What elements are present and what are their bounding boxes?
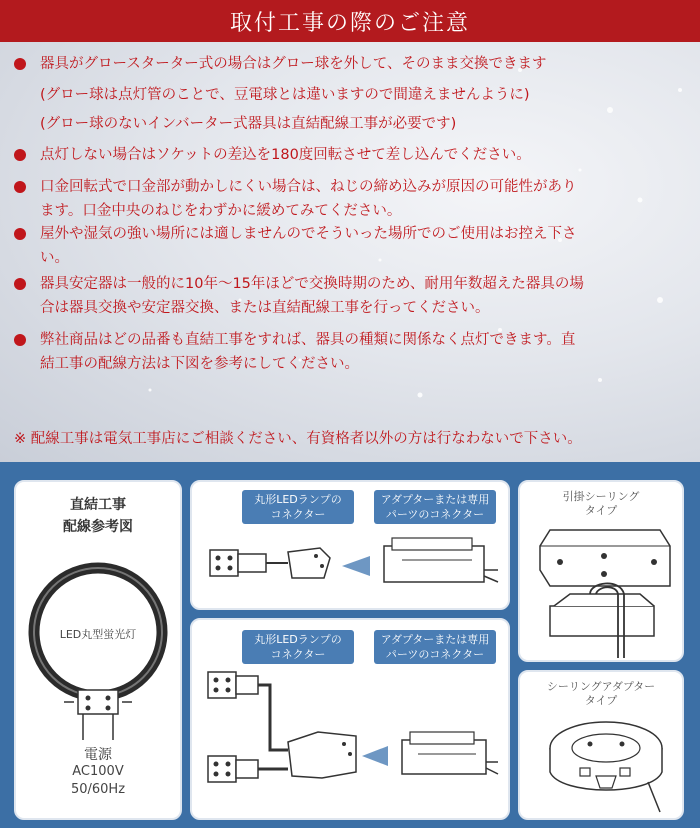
notice-text: (グロー球のないインバーター式器具は直結配線工事が必要です): [40, 116, 457, 132]
notice-text: 屋外や湿気の強い場所には適しませんのでそういった場所でのご使用はお控え下さ: [40, 226, 577, 242]
hook-ceiling-subtitle: タイプ: [584, 504, 618, 517]
notice-header: [0, 0, 700, 42]
notice-text: (グロー球は点灯管のことで、豆電球とは違いますので間違えませんように): [40, 87, 530, 103]
bullet-icon: [14, 278, 26, 290]
notice-title: 取付工事の際のご注意: [229, 10, 470, 36]
hook-ceiling-illustration: [520, 482, 682, 660]
ceiling-adapter-illustration: [520, 672, 682, 818]
single-connector-panel: [190, 480, 510, 610]
direct-wiring-panel: [14, 480, 182, 820]
notice-text: ます。口金中央のねじをわずかに緩めてみてください。: [40, 203, 402, 219]
label-line: アダプターまたは専用: [380, 493, 490, 506]
wiring-reference-title: 配線参考図: [63, 519, 133, 535]
notice-text: 結工事の配線方法は下図を参考にしてください。: [40, 356, 359, 372]
double-connector-panel: [190, 618, 510, 820]
notice-text: 器具がグロースターター式の場合はグロー球を外して、そのまま交換できます: [40, 56, 547, 72]
notice-text: 器具安定器は一般的に10年〜15年ほどで交換時期のため、耐用年数超えた器具の場: [40, 276, 584, 292]
led-ring-label: LED丸型蛍光灯: [59, 628, 137, 641]
notice-text: 口金回転式で口金部が動かしにくい場合は、ねじの締め込みが原因の可能性があり: [40, 179, 577, 195]
voltage-label: AC100V: [72, 764, 124, 779]
label-line: 丸形LEDランプの: [254, 493, 342, 506]
frequency-label: 50/60Hz: [70, 782, 126, 797]
label-line: パーツのコネクター: [385, 648, 485, 661]
power-label: 電源: [84, 747, 112, 763]
wiring-diagram-section: [0, 462, 700, 828]
notice-text: 合は器具交換や安定器交換、または直結配線工事を行ってください。: [40, 300, 490, 316]
notice-text: 点灯しない場合はソケットの差込を180度回転させて差し込んでください。: [40, 147, 531, 163]
label-line: コネクター: [270, 508, 326, 521]
bullet-icon: [14, 334, 26, 346]
bullet-icon: [14, 181, 26, 193]
footnote: ※ 配線工事は電気工事店にご相談ください、有資格者以外の方は行なわないで下さい。: [14, 431, 582, 447]
ceiling-adapter-panel: [518, 670, 684, 820]
notice-text: 弊社商品はどの品番も直結工事をすれば、器具の種類に関係なく点灯できます。直: [40, 332, 576, 348]
notice-text: い。: [40, 250, 69, 266]
bullet-icon: [14, 149, 26, 161]
label-line: アダプターまたは専用: [380, 633, 490, 646]
double-connector-illustration: [192, 620, 508, 818]
hook-ceiling-panel: [518, 480, 684, 662]
bullet-icon: [14, 228, 26, 240]
hook-ceiling-title: 引掛シーリング: [562, 490, 640, 503]
bullet-icon: [14, 58, 26, 70]
ceiling-adapter-title: シーリングアダプター: [546, 680, 656, 693]
direct-wiring-title: 直結工事: [70, 497, 126, 513]
label-line: パーツのコネクター: [385, 508, 485, 521]
ceiling-adapter-subtitle: タイプ: [584, 694, 618, 707]
label-line: コネクター: [270, 648, 326, 661]
label-line: 丸形LEDランプの: [254, 633, 342, 646]
single-connector-illustration: [192, 482, 508, 608]
